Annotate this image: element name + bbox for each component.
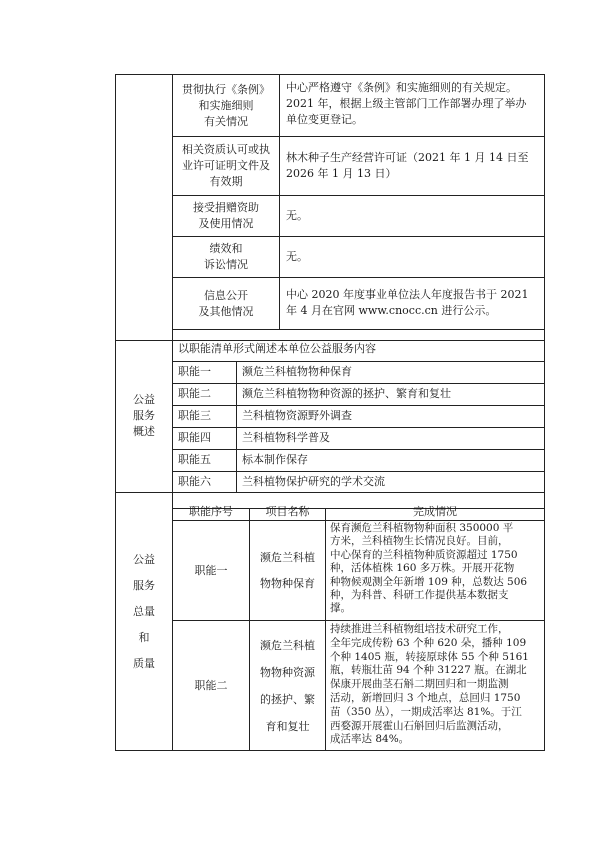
top-section [0, 0, 600, 340]
row-divider [172, 405, 544, 406]
row-divider [172, 361, 544, 362]
quality-section [0, 492, 600, 752]
row-label: 贯彻执行《条例》 和实施细则 有关情况 [182, 82, 270, 128]
row-divider [172, 449, 544, 450]
row-result: 保育濒危兰科植物物种面积 350000 平 方米，兰科植物生长情况良好。目前， 中心保育的兰科植物种质资源超过 1750 种，活体植株 160 多万株。开展开花物 种物候观测全年新增 109 种，总数达 506 种，为科普、科研工作提供基本数据支 撑。 [330, 522, 528, 615]
row-name: 濒危兰科植 物物种资源 的拯护、繁 育和复壮 [260, 638, 315, 733]
table-right-border [544, 492, 545, 751]
table-left-border [115, 74, 116, 340]
function-code: 职能一 [178, 365, 211, 378]
label-divider [172, 340, 173, 492]
row-result: 持续推进兰科植物组培技术研究工作， 全年完成传粉 63 个种 620 朵，播种 109 个种 1405 瓶，转接原球体 55 个种 5161 瓶，转瓶壮苗 94 个种 31227 瓶。在湖北 保康开展曲茎石斛二期回归和一期监测 活动，新增回归 3 个地点，总回归 1750 苗（350 丛），一期成活率达 81%。于江 西婺源开展霍山石斛回归后监测活动， 成活率达 84%。 [330, 623, 529, 746]
row-name: 濒危兰科植 物物种保育 [260, 550, 315, 590]
table-bottom-line [115, 750, 545, 751]
table-right-border [544, 340, 545, 492]
function-code: 职能四 [178, 431, 211, 444]
header-name: 项目名称 [265, 505, 310, 518]
row-divider [172, 383, 544, 384]
overview-section [0, 340, 600, 492]
function-desc: 兰科植物科学普及 [242, 431, 330, 444]
row-content: 林木种子生产经营许可证（2021 年 1 月 14 日至 2026 年 1 月 13 日） [286, 151, 529, 180]
row-divider [172, 329, 544, 330]
header-result: 完成情况 [413, 505, 457, 518]
section-top-line [115, 492, 545, 493]
row-divider [172, 427, 544, 428]
row-label: 接受捐赠资助 及使用情况 [193, 201, 259, 230]
function-desc: 标本制作保存 [242, 453, 308, 466]
row-content: 无。 [286, 209, 308, 222]
row-seq: 职能一 [194, 563, 228, 577]
function-code: 职能五 [178, 453, 211, 466]
function-code: 职能三 [178, 409, 211, 422]
row-content: 中心严格遵守《条例》和实施细则的有关规定。 2021 年，根据上级主管部门工作部署办理了举办 单位变更登记。 [286, 81, 527, 126]
row-content: 中心 2020 年度事业单位法人年度报告书于 2021 年 4 月在官网 www.cnocc.cn 进行公示。 [286, 288, 529, 317]
row-divider [172, 471, 544, 472]
label-content-divider [279, 74, 280, 329]
function-desc: 兰科植物保护研究的学术交流 [242, 475, 385, 488]
header-seq: 职能序号 [189, 505, 233, 518]
function-code: 职能二 [178, 387, 211, 400]
table-right-border [544, 74, 545, 340]
function-desc: 兰科植物资源野外调查 [242, 409, 352, 422]
function-code: 职能六 [178, 475, 211, 488]
name-result-divider [325, 508, 326, 751]
quality-label: 公益 服务 总量 和 质量 [133, 553, 155, 670]
row-label: 相关资质认可或执 业许可证明文件及 有效期 [182, 143, 270, 188]
code-desc-divider [236, 361, 237, 492]
function-desc: 濒危兰科植物物种保育 [242, 365, 352, 378]
row-label: 绩效和 诉讼情况 [204, 242, 248, 271]
row-content: 无。 [286, 250, 308, 263]
row-seq: 职能二 [194, 678, 228, 692]
row-label: 信息公开 及其他情况 [198, 288, 254, 318]
overview-intro: 以职能清单形式阐述本单位公益服务内容 [178, 342, 376, 355]
overview-label: 公益 服务 概述 [133, 393, 155, 438]
function-desc: 濒危兰科植物物种资源的拯护、繁育和复壮 [242, 387, 451, 400]
